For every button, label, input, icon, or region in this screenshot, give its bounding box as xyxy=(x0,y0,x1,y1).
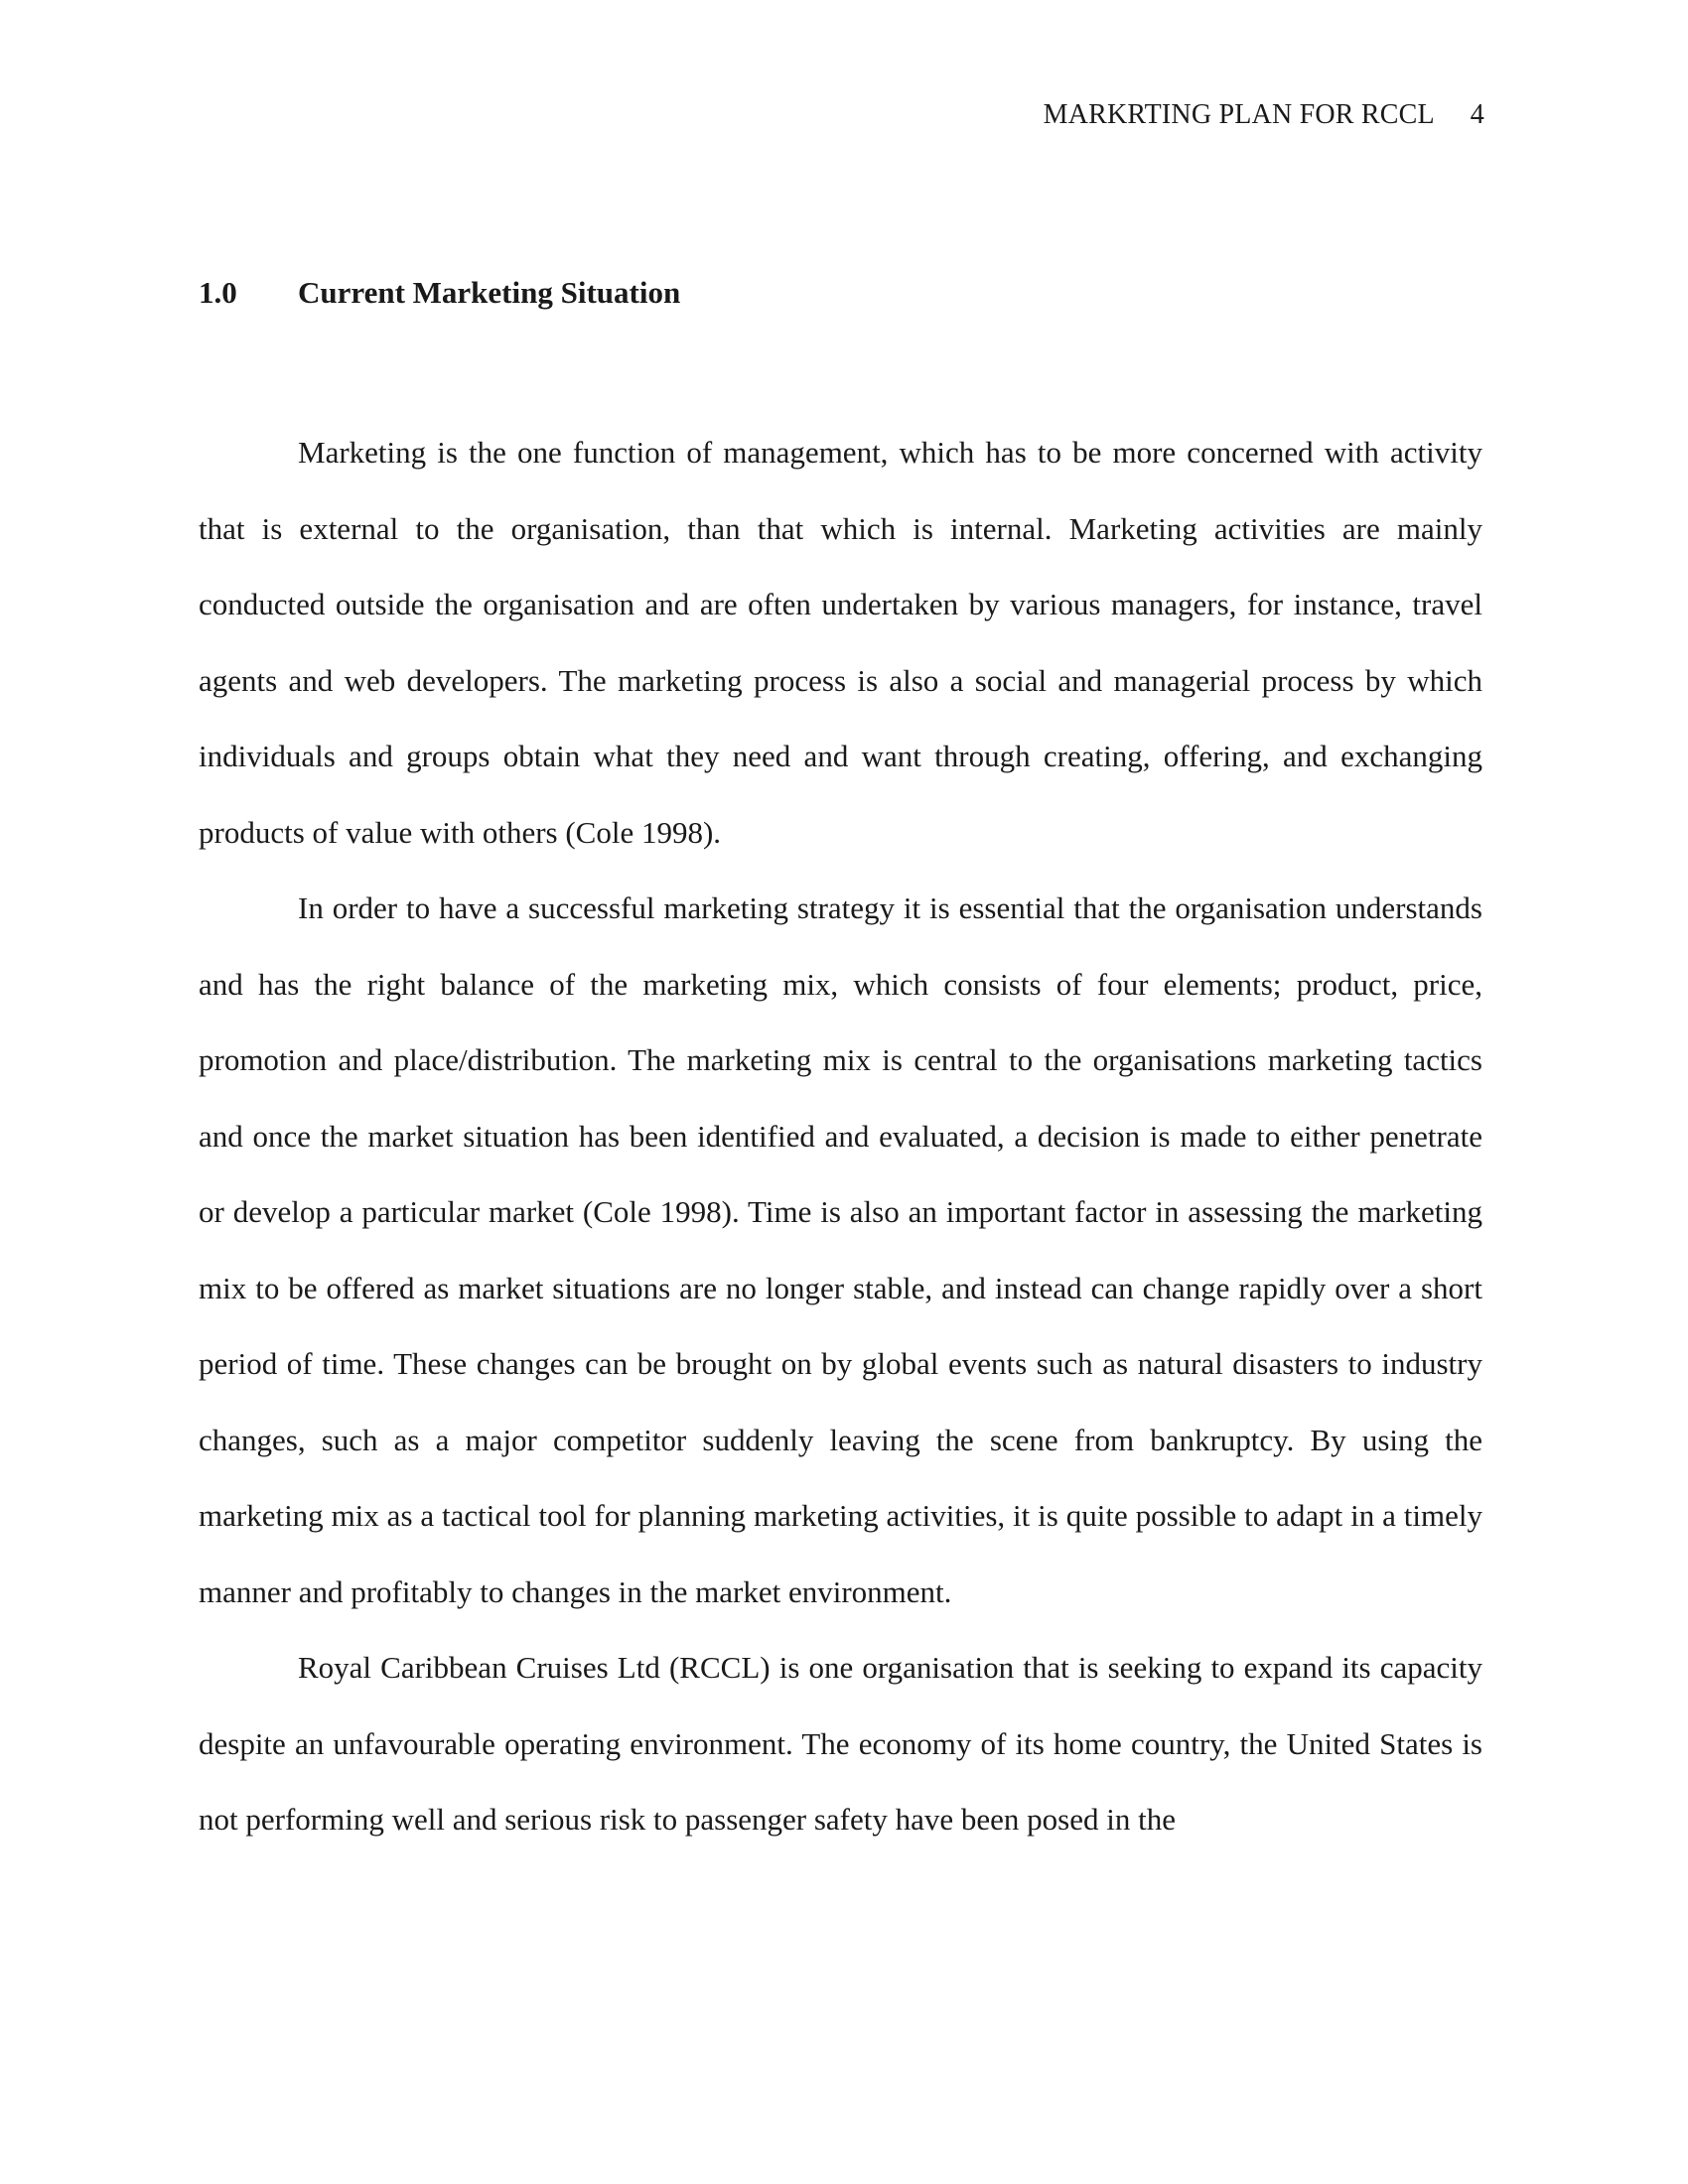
paragraph-3: Royal Caribbean Cruises Ltd (RCCL) is one organisation that is seeking to expand its capacity despite an unfavourable operating environment. The economy of its home country, the United States is not performing well and serious risk to passenger safety have been posed in the xyxy=(199,1650,1482,1837)
paragraph-1: Marketing is the one function of management, which has to be more concerned with activity that is external to the organisation, than that which is internal. Marketing activities are mainly conducted outside the organisation and are often undertaken by various managers, for instance, travel agents and web developers. The marketing process is also a social and managerial process by which individuals and groups obtain what they need and want through creating, offering, and exchanging products of value with others (Cole 1998). xyxy=(199,435,1482,850)
running-title: MARKRTING PLAN FOR RCCL xyxy=(1043,99,1435,130)
section-number: 1.0 xyxy=(199,275,237,310)
body-text xyxy=(199,415,1482,1858)
running-header xyxy=(1044,97,1484,133)
page-number: 4 xyxy=(1470,99,1484,130)
paragraph-2: In order to have a successful marketing strategy it is essential that the organisation understands and has the right balance of the marketing mix, which consists of four elements; product, price, promotion and place/distribution. The marketing mix is central to the organisations marketing tactics and once the market situation has been identified and evaluated, a decision is made to either penetrate or develop a particular market (Cole 1998). Time is also an important factor in assessing the marketing mix to be offered as market situations are no longer stable, and instead can change rapidly over a short period of time. These changes can be brought on by global events such as natural disasters to industry changes, such as a major competitor suddenly leaving the scene from bankruptcy. By using the marketing mix as a tactical tool for planning marketing activities, it is quite possible to adapt in a timely manner and profitably to changes in the market environment. xyxy=(199,890,1482,1609)
section-title: Current Marketing Situation xyxy=(298,275,681,310)
section-heading xyxy=(199,273,680,313)
